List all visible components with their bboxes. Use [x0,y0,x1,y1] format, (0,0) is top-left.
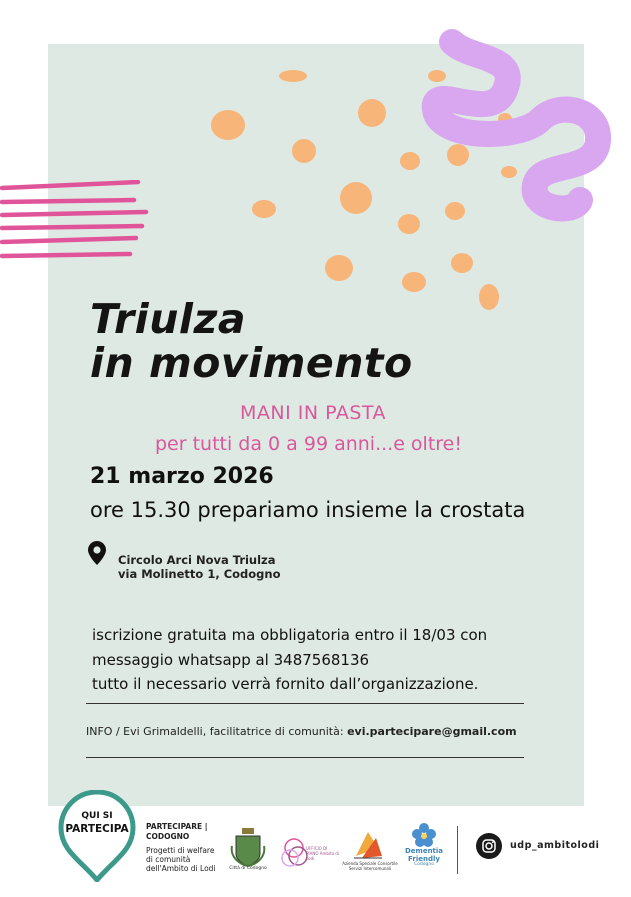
event-time: ore 15.30 prepariamo insieme la crostata [90,498,526,522]
event-audience: per tutti da 0 a 99 anni...e oltre! [155,433,462,455]
registration-info-line-2: messaggio whatsapp al 3487568136 [92,651,370,669]
azienda-consortile-logo [348,826,388,864]
contact-label: INFO / Evi Grimaldelli, facilitatrice di comunità: [86,725,344,738]
badge-text-line-1: QUI SI [81,811,113,821]
qui-si-partecipa-badge [58,790,136,882]
ufficio-logo-label: UFFICIO DI PIANO Ambito di Lodi [306,846,339,861]
codogno-logo-label: Città di Codogno [229,866,267,871]
instagram-handle[interactable]: udp_ambitolodi [510,840,600,851]
partecipare-desc-2: di comunità [146,855,191,864]
partecipare-desc-3: dell'Ambito di Lodi [146,864,216,873]
footer-divider [457,826,458,874]
divider-bottom [86,757,524,758]
event-date: 21 marzo 2026 [90,464,274,489]
pink-stripes-decoration [0,180,150,270]
registration-info-line-3: tutto il necessario verrà fornito dall’organizzazione. [92,675,479,693]
registration-info-line-1: iscrizione gratuita ma obbligatoria entro il 18/03 con [92,626,488,644]
contact-info [86,725,517,738]
dementia-city-label: Codogno [414,862,434,867]
instagram-icon[interactable] [476,833,502,859]
partecipare-desc-1: Progetti di welfare [146,846,215,855]
divider-top [86,703,524,704]
badge-text-line-2: PARTECIPA [65,823,129,835]
event-title-line-1: Triulza [90,295,247,343]
event-title-line-2: in movimento [90,339,413,387]
partecipare-city: CODOGNO [146,832,190,841]
forget-me-not-flower-icon [404,822,444,848]
partecipare-title: PARTECIPARE | [146,822,208,831]
dementia-friendly-label: Dementia Friendly [404,847,444,863]
map-pin-icon [88,541,106,565]
azienda-logo-label: Azienda Speciale Consortile Servizi Intercomunali [342,861,398,871]
event-subtitle: MANI IN PASTA [240,402,387,424]
contact-email-link[interactable]: evi.partecipare@gmail.com [347,725,517,738]
venue-address: via Molinetto 1, Codogno [118,567,281,581]
venue-name: Circolo Arci Nova Triulza [118,553,276,567]
